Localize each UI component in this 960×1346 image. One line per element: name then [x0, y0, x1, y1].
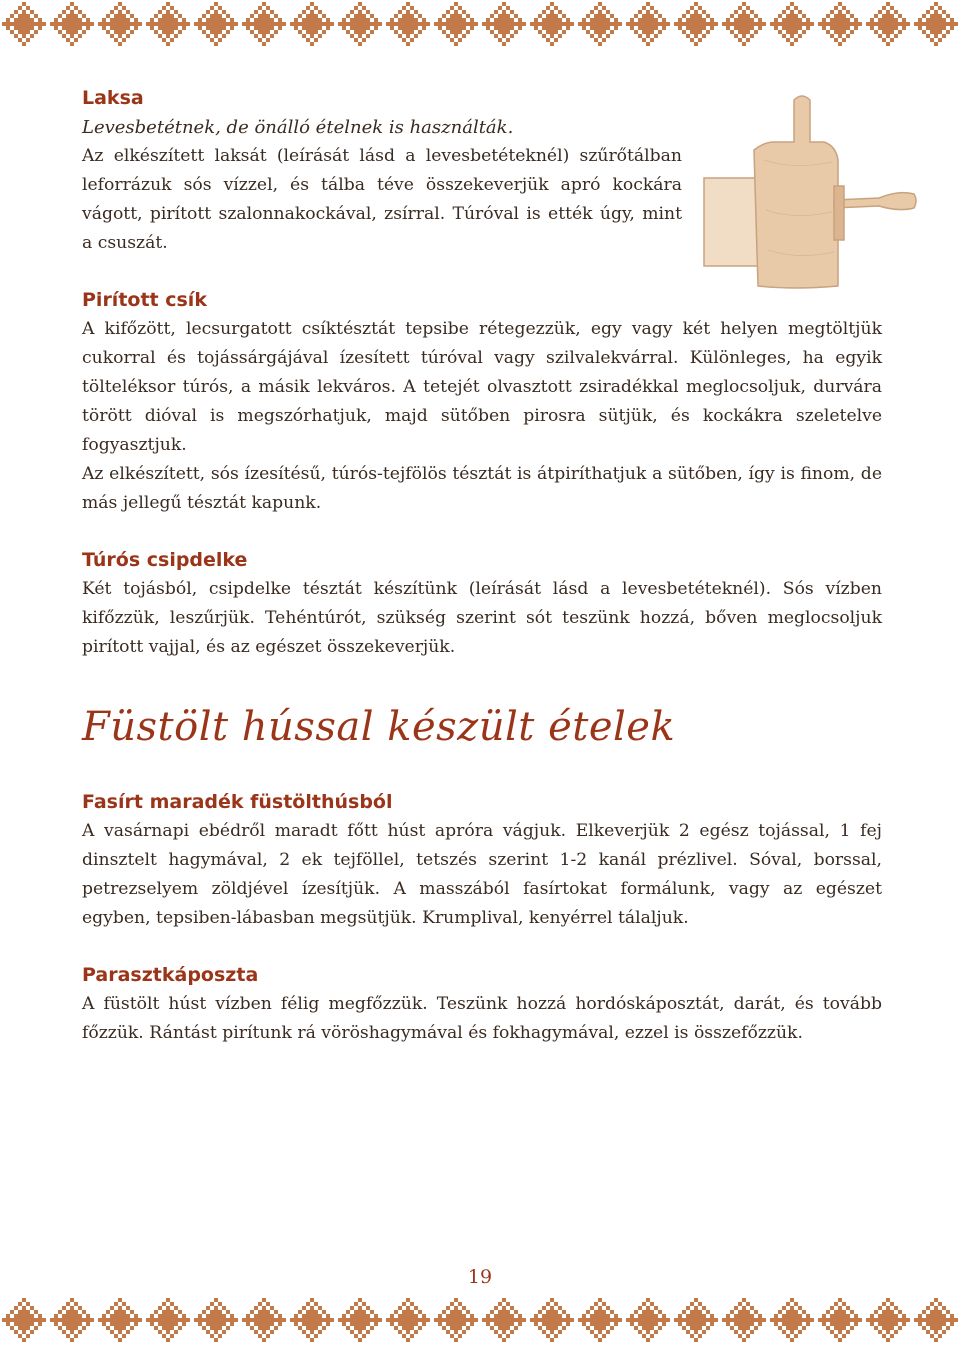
- recipe-heading: Túrós csipdelke: [82, 549, 248, 571]
- recipe-body: A füstölt húst vízben félig megfőzzük. Teszünk hozzá hordóskáposztát, darát, és tovább főzzük. Rántást pirítunk rá vöröshagymával és fokhagymával, ezzel is összefőzzük.: [82, 994, 882, 1043]
- recipe-body: A vasárnapi ebédről maradt főtt húst apróra vágjuk. Elkeverjük 2 egész tojással, 1 fej dinsztelt hagymával, 2 ek tejföllel, tetszés szerint 1-2 kanál prézlivel. Sóval, borssal, petrezselyem zöldjével ízesítjük. A masszából fasírtokat formálunk, vagy az egészet egyben, tepsiben-lábasban megsütjük. Krumplival, kenyérrel tálaljuk.: [82, 821, 882, 928]
- recipe-body-2: Az elkészített, sós ízesítésű, túrós-tejfölös tésztát is átpiríthatjuk a sütőben, így is finom, de más jellegű tésztát kapunk.: [82, 464, 882, 513]
- bottom-folk-border: [0, 1296, 960, 1346]
- recipe-laksa: [82, 84, 882, 258]
- recipe-piritott-csik: [82, 286, 882, 518]
- lower-content: [82, 788, 882, 1048]
- section-title: Füstölt hússal készült ételek: [82, 704, 676, 750]
- recipe-body: A kifőzött, lecsurgatott csíktésztát tepsibe rétegezzük, egy vagy két helyen megtöltjük cukorral és tojássárgájával ízesített túróval vagy szilvalekvárral. Különleges, ha egyik tölteléksor túrós, a másik lekváros. A tetejét olvasztott zsiradékkal meglocsoljuk, durvára törött dióval is megszórhatjuk, majd sütőben pirosra sütjük, és kockákra szeletelve fogyasztjuk.: [82, 319, 882, 455]
- recipe-body: Két tojásból, csipdelke tésztát készítünk (leírását lásd a levesbetéteknél). Sós vízben kifőzzük, leszűrjük. Tehéntúrót, szükség szerint sót teszünk hozzá, bőven meglocsoljuk pirított vajjal, és az egészet összekeverjük.: [82, 579, 882, 657]
- recipe-heading: Laksa: [82, 87, 144, 109]
- page-number: 19: [467, 1266, 493, 1288]
- recipe-heading: Pirított csík: [82, 289, 207, 311]
- upper-content: [82, 84, 882, 662]
- recipe-body: Az elkészített laksát (leírását lásd a levesbetéteknél) szűrőtálban leforrázuk sós vízzel, és tálba téve összekeverjük apró kockára vágott, pirított szalonnakockával, zsírral. Túróval is ették úgy, mint a csuszát.: [82, 146, 682, 253]
- recipe-parasztkaposzta: [82, 961, 882, 1048]
- recipe-heading: Parasztkáposzta: [82, 964, 259, 986]
- recipe-turos-csipdelke: [82, 546, 882, 662]
- recipe-subtitle: Levesbetétnek, de önálló ételnek is használták.: [82, 117, 514, 138]
- top-folk-border: [0, 0, 960, 48]
- recipe-heading: Fasírt maradék füstölthúsból: [82, 791, 393, 813]
- recipe-fasirt: [82, 788, 882, 933]
